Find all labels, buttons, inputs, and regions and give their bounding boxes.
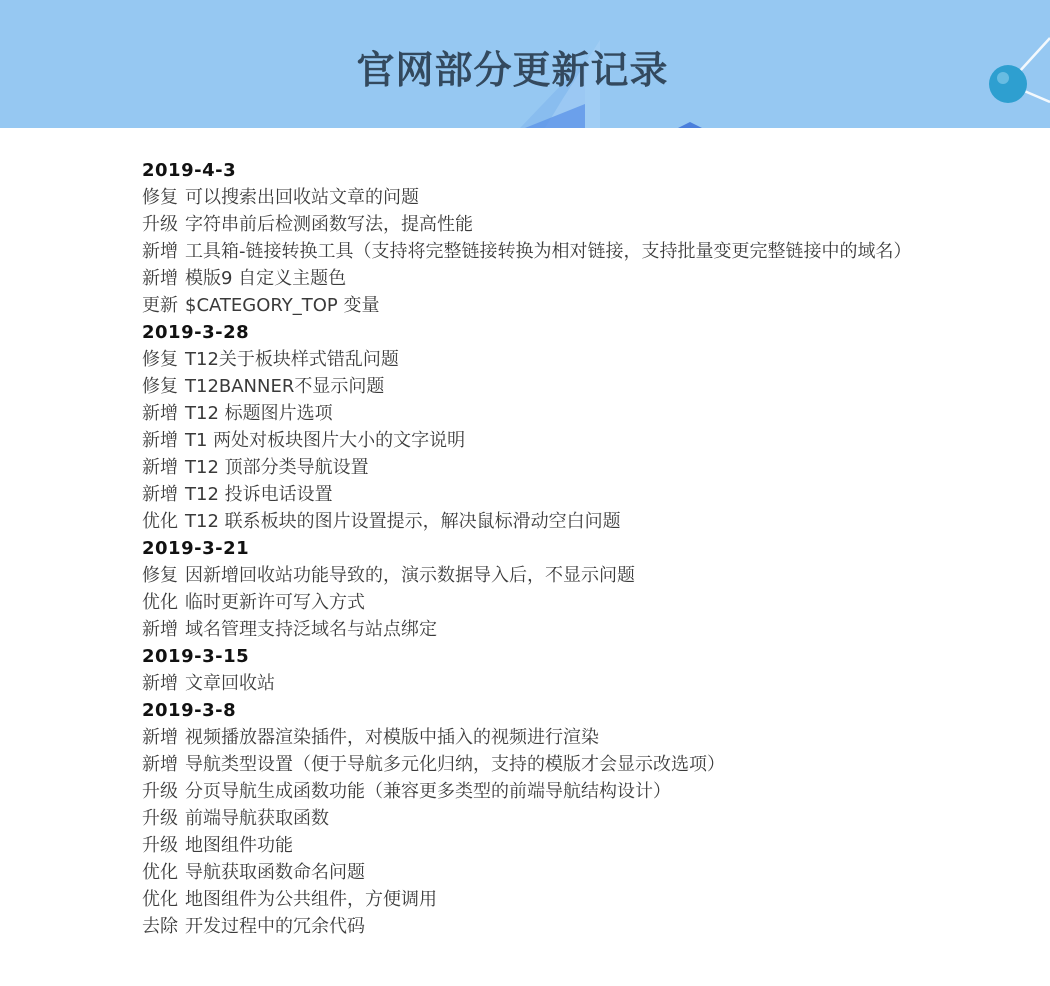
release-date: 2019-3-8 [142, 700, 237, 721]
entry-type-tag: 新增 [142, 241, 178, 262]
banner-triangle-small [678, 122, 702, 128]
entry-description: 地图组件为公共组件，方便调用 [185, 889, 437, 910]
entry-type-tag: 新增 [142, 403, 178, 424]
entry-description: T12 标题图片选项 [185, 403, 333, 424]
entry-description: 可以搜索出回收站文章的问题 [185, 187, 419, 208]
changelog-entry [142, 400, 1022, 427]
entry-type-tag: 新增 [142, 268, 178, 289]
entry-description: 模版9 自定义主题色 [185, 268, 347, 289]
changelog-entry [142, 346, 1022, 373]
changelog-entry [142, 292, 1022, 319]
entry-type-tag: 新增 [142, 430, 178, 451]
entry-type-tag: 升级 [142, 808, 178, 829]
entry-type-tag: 升级 [142, 214, 178, 235]
changelog-entry [142, 211, 1022, 238]
entry-type-tag: 修复 [142, 376, 178, 397]
entry-description: T12关于板块样式错乱问题 [185, 349, 399, 370]
release-date: 2019-3-15 [142, 646, 250, 667]
changelog-entry [142, 778, 1022, 805]
entry-description: 临时更新许可写入方式 [185, 592, 365, 613]
changelog-entry [142, 751, 1022, 778]
changelog-entry [142, 184, 1022, 211]
changelog-entry [142, 427, 1022, 454]
changelog-entry [142, 616, 1022, 643]
entry-description: 地图组件功能 [185, 835, 293, 856]
entry-description: 前端导航获取函数 [185, 808, 329, 829]
entry-type-tag: 优化 [142, 511, 178, 532]
page-title: 官网部分更新记录 [356, 48, 669, 92]
entry-description: 文章回收站 [185, 673, 275, 694]
entry-type-tag: 修复 [142, 187, 178, 208]
entry-description: 工具箱-链接转换工具（支持将完整链接转换为相对链接，支持批量变更完整链接中的域名） [185, 241, 912, 262]
changelog-entry [142, 508, 1022, 535]
changelog-entry [142, 373, 1022, 400]
entry-description: 视频播放器渲染插件，对模版中插入的视频进行渲染 [185, 727, 599, 748]
entry-description: 导航类型设置（便于导航多元化归纳，支持的模版才会显示改选项） [185, 754, 725, 775]
release-date: 2019-4-3 [142, 160, 237, 181]
release-date: 2019-3-21 [142, 538, 250, 559]
entry-description: 域名管理支持泛域名与站点绑定 [185, 619, 437, 640]
changelog-list [142, 157, 1022, 940]
entry-description: 开发过程中的冗余代码 [185, 916, 365, 937]
entry-type-tag: 修复 [142, 349, 178, 370]
entry-type-tag: 优化 [142, 592, 178, 613]
changelog-entry [142, 805, 1022, 832]
entry-type-tag: 新增 [142, 673, 178, 694]
entry-description: T12 投诉电话设置 [185, 484, 333, 505]
changelog-entry [142, 238, 1022, 265]
entry-description: 分页导航生成函数功能（兼容更多类型的前端导航结构设计） [185, 781, 671, 802]
entry-type-tag: 修复 [142, 565, 178, 586]
changelog-entry [142, 859, 1022, 886]
changelog-entry [142, 265, 1022, 292]
changelog-entry [142, 589, 1022, 616]
entry-type-tag: 新增 [142, 457, 178, 478]
entry-description: $CATEGORY_TOP 变量 [185, 295, 380, 316]
entry-description: T12BANNER不显示问题 [185, 376, 385, 397]
changelog-entry [142, 832, 1022, 859]
changelog-entry [142, 562, 1022, 589]
entry-description: 字符串前后检测函数写法，提高性能 [185, 214, 473, 235]
header-banner [0, 0, 1050, 128]
entry-description: T1 两处对板块图片大小的文字说明 [185, 430, 466, 451]
entry-type-tag: 新增 [142, 727, 178, 748]
changelog-entry [142, 454, 1022, 481]
changelog-entry [142, 481, 1022, 508]
release-date: 2019-3-28 [142, 322, 250, 343]
changelog-entry [142, 913, 1022, 940]
changelog-entry [142, 724, 1022, 751]
entry-description: 因新增回收站功能导致的，演示数据导入后，不显示问题 [185, 565, 635, 586]
changelog-entry [142, 886, 1022, 913]
entry-type-tag: 新增 [142, 754, 178, 775]
entry-description: 导航获取函数命名问题 [185, 862, 365, 883]
entry-type-tag: 新增 [142, 484, 178, 505]
entry-type-tag: 更新 [142, 295, 178, 316]
entry-type-tag: 升级 [142, 835, 178, 856]
entry-type-tag: 新增 [142, 619, 178, 640]
entry-type-tag: 优化 [142, 889, 178, 910]
entry-type-tag: 去除 [142, 916, 178, 937]
entry-description: T12 顶部分类导航设置 [185, 457, 369, 478]
changelog-entry [142, 670, 1022, 697]
entry-description: T12 联系板块的图片设置提示，解决鼠标滑动空白问题 [185, 511, 621, 532]
entry-type-tag: 优化 [142, 862, 178, 883]
entry-type-tag: 升级 [142, 781, 178, 802]
